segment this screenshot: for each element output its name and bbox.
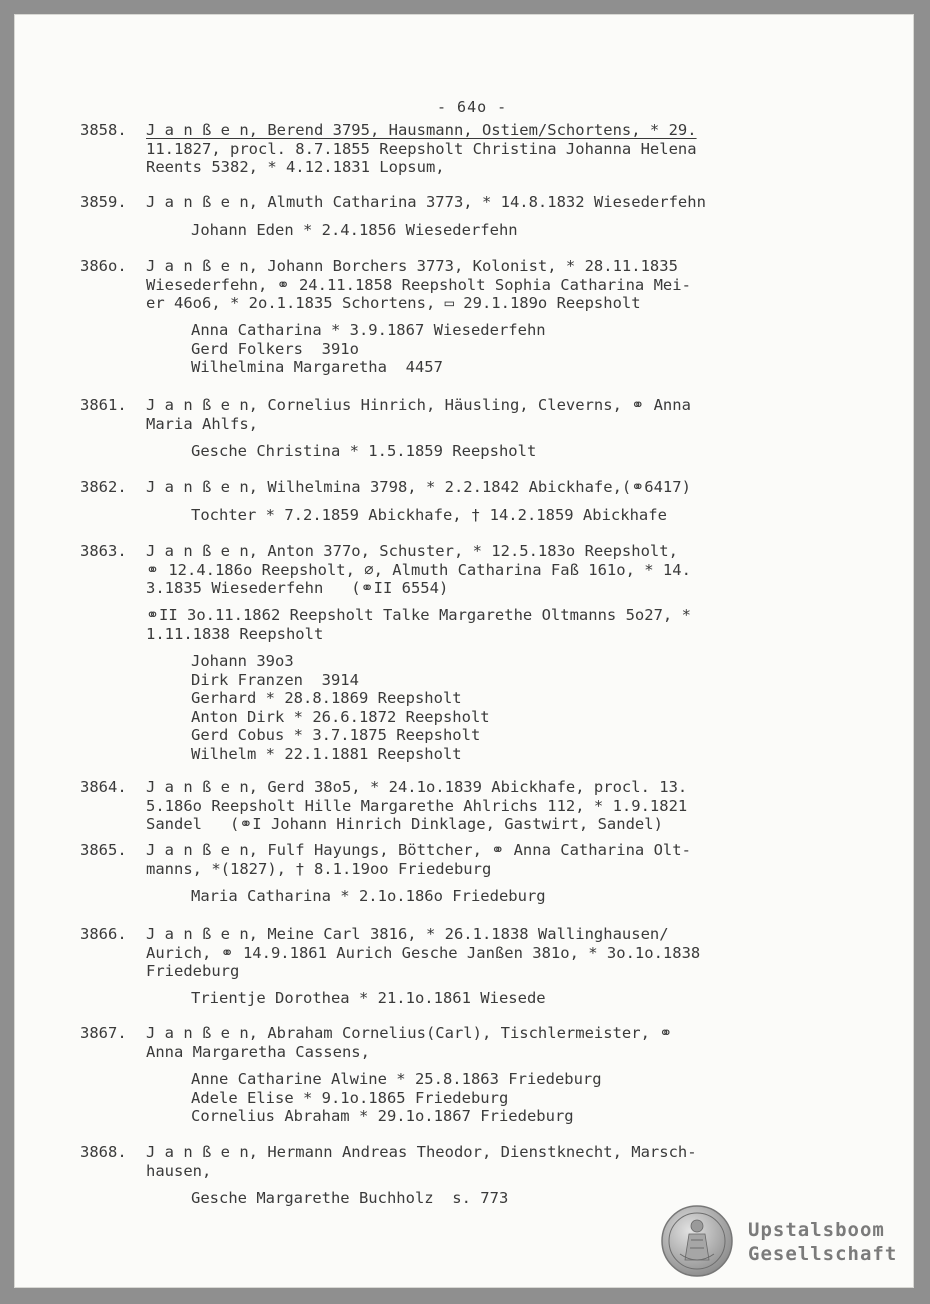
page-number: - 64o - [437,98,508,116]
child-line: Gerd Cobus * 3.7.1875 Reepsholt [191,726,481,744]
entry-line: J a n ß e n, Cornelius Hinrich, Häusling, Cleverns, ⚭ Anna [146,396,691,414]
child-line: Gerd Folkers 391o [191,339,359,358]
entry-number: 3867. [80,1024,127,1042]
entry-line: J a n ß e n, Hermann Andreas Theodor, Dienstknecht, Marsch- [146,1143,697,1161]
entry-number: 3868. [80,1143,127,1161]
child-line: Anton Dirk * 26.6.1872 Reepsholt [191,707,490,726]
child-line: Cornelius Abraham * 29.1o.1867 Friedeburg [191,1107,574,1125]
entry-line: J a n ß e n, Gerd 38o5, * 24.1o.1839 Abickhafe, procl. 13. [146,778,688,796]
entry-number: 3862. [80,478,127,496]
remarriage-line: 1.11.1838 Reepsholt [146,624,324,643]
entry-number: 3863. [80,542,127,560]
entry-number: 3864. [80,778,127,796]
entry-number: 3861. [80,396,127,414]
child-line: Tochter * 7.2.1859 Abickhafe, † 14.2.1859 Abickhafe [191,506,667,524]
entry-number: 3866. [80,925,127,943]
child-line: Adele Elise * 9.1o.1865 Friedeburg [191,1088,509,1107]
entry-line: ⚭ 12.4.186o Reepsholt, ∅, Almuth Catharina Faß 161o, * 14. [146,560,691,579]
entry-line: Reents 5382, * 4.12.1831 Lopsum, [146,158,445,176]
entry-number: 3859. [80,193,127,211]
child-line: Gesche Christina * 1.5.1859 Reepsholt [191,442,537,460]
child-line: Maria Catharina * 2.1o.186o Friedeburg [191,887,546,905]
entry-line: 3.1835 Wiesederfehn (⚭II 6554) [146,579,449,597]
entry-line: J a n ß e n, Johann Borchers 3773, Kolonist, * 28.11.1835 [146,257,678,275]
entry-line: J a n ß e n, Anton 377o, Schuster, * 12.5.183o Reepsholt, [146,542,678,560]
entry-line: Friedeburg [146,962,240,980]
seal-logo-icon [660,1204,734,1278]
child-line: Dirk Franzen 3914 [191,670,359,689]
entry-number: 3858. [80,121,127,139]
child-line: Anne Catharine Alwine * 25.8.1863 Friedeburg [191,1070,602,1088]
entry-line: J a n ß e n, Wilhelmina 3798, * 2.2.1842 Abickhafe,(⚭6417) [146,478,691,496]
entry-line: J a n ß e n, Fulf Hayungs, Böttcher, ⚭ Anna Catharina Olt- [146,841,691,859]
entry-line: 11.1827, procl. 8.7.1855 Reepsholt Christina Johanna Helena [146,139,697,158]
child-line: Johann Eden * 2.4.1856 Wiesederfehn [191,221,518,239]
child-line: Gesche Margarethe Buchholz s. 773 [191,1189,509,1207]
entry-line: er 46o6, * 2o.1.1835 Schortens, ▭ 29.1.189o Reepsholt [146,294,641,312]
child-line: Wilhelm * 22.1.1881 Reepsholt [191,744,462,763]
child-line: Gerhard * 28.8.1869 Reepsholt [191,689,462,707]
remarriage-line: ⚭II 3o.11.1862 Reepsholt Talke Margarethe Oltmanns 5o27, * [146,606,691,624]
entry-line: J a n ß e n, Meine Carl 3816, * 26.1.1838 Wallinghausen/ [146,925,669,943]
entry-line: J a n ß e n, Almuth Catharina 3773, * 14.8.1832 Wiesederfehn [146,193,706,211]
child-line: Johann 39o3 [191,652,294,670]
entry-line: Anna Margaretha Cassens, [146,1042,370,1061]
brand-line: Upstalsboom [748,1219,885,1241]
brand-text [748,1218,897,1266]
entry-number: 386o. [80,257,127,275]
brand-line: Gesellschaft [748,1243,898,1265]
entry-line: Sandel (⚭I Johann Hinrich Dinklage, Gastwirt, Sandel) [146,815,663,833]
entry-number: 3865. [80,841,127,859]
document-page [14,14,914,1288]
child-line: Trientje Dorothea * 21.1o.1861 Wiesede [191,989,546,1007]
child-line: Anna Catharina * 3.9.1867 Wiesederfehn [191,321,546,339]
child-line: Wilhelmina Margaretha 4457 [191,358,443,376]
entry-line: 5.186o Reepsholt Hille Margarethe Ahlrichs 112, * 1.9.1821 [146,796,688,815]
entry-line: manns, *(1827), † 8.1.19oo Friedeburg [146,859,492,878]
entry-line: hausen, [146,1161,212,1180]
entry-line: J a n ß e n, Abraham Cornelius(Carl), Tischlermeister, ⚭ [146,1024,673,1042]
entry-line: J a n ß e n, Berend 3795, Hausmann, Ostiem/Schortens, * 29. [146,121,697,139]
entry-line: Aurich, ⚭ 14.9.1861 Aurich Gesche Janßen 381o, * 3o.1o.1838 [146,943,701,962]
entry-line: Maria Ahlfs, [146,414,258,433]
entry-line: Wiesederfehn, ⚭ 24.11.1858 Reepsholt Sophia Catharina Mei- [146,275,691,294]
